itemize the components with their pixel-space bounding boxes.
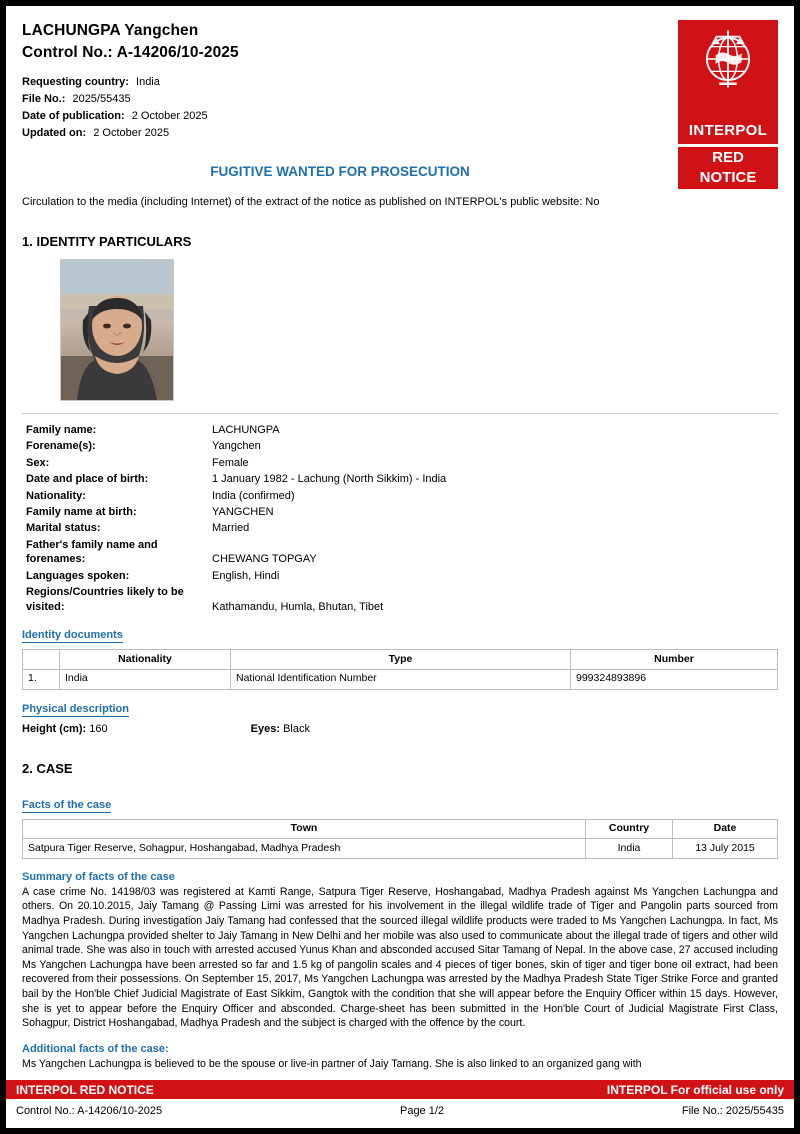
column-header-type: Type <box>231 650 571 670</box>
meta-value: 2 October 2025 <box>93 127 170 140</box>
portrait-photo-image <box>61 260 173 400</box>
red-notice-line-2: NOTICE <box>699 169 757 186</box>
globe-scales-icon <box>697 28 759 90</box>
facts-of-the-case-section <box>22 786 778 816</box>
red-notice-line-1: RED <box>712 148 744 166</box>
identity-documents-table <box>22 649 778 689</box>
page-footer <box>6 1080 794 1128</box>
identity-documents-heading: Identity documents <box>22 629 123 642</box>
field-label: Father's family name and forenames: <box>26 538 158 566</box>
cell-nationality: India <box>60 669 231 689</box>
column-header-town: Town <box>23 819 586 839</box>
field-label: Family name: <box>26 424 97 437</box>
table-row <box>22 489 778 505</box>
field-value: English, Hindi <box>212 569 280 582</box>
field-value: Kathamandu, Humla, Bhutan, Tibet <box>212 600 384 613</box>
identity-particulars-table <box>22 423 778 616</box>
field-value: Female <box>212 456 249 469</box>
meta-label: File No.: <box>22 92 66 105</box>
field-value: India (confirmed) <box>212 489 295 502</box>
headline-fugitive-wanted: FUGITIVE WANTED FOR PROSECUTION <box>210 164 470 180</box>
facts-table <box>22 819 778 859</box>
field-label: Marital status: <box>26 522 101 535</box>
interpol-logo-block <box>678 20 778 189</box>
table-row <box>22 521 778 537</box>
field-label: Family name at birth: <box>26 505 137 518</box>
interpol-logo <box>678 20 778 144</box>
control-number-value: A-14206/10-2025 <box>116 44 239 62</box>
facts-of-the-case-heading: Facts of the case <box>22 798 112 811</box>
section-2-title: 2. CASE <box>22 760 73 776</box>
column-header-date: Date <box>673 819 778 839</box>
notice-content <box>6 6 794 1072</box>
field-label: Sex: <box>26 456 50 469</box>
notice-page <box>6 6 794 1128</box>
divider <box>22 413 778 414</box>
field-label: Regions/Countries likely to be visited: <box>26 586 184 613</box>
physical-description-section <box>22 690 778 720</box>
column-header-country: Country <box>586 819 673 839</box>
table-header-row <box>23 650 778 670</box>
eyes-value: Black <box>283 722 310 735</box>
meta-row <box>22 125 778 142</box>
cell-country: India <box>586 839 673 859</box>
summary-text: A case crime No. 14198/03 was registered at Kamti Range, Satpura Tiger Reserve, Hoshangabad, Madhya Pradesh against Ms Yangchen Lachungpa and others. On 20.10.2015, Jaiy Tamang @ Passing Limi was arrested for his involvement in the illegal wildlife trade of Tiger and Pangolin parts sourced from Madhya Pradesh. During investigation Jaiy Tamang had confessed that the sourced illegal wildlife products were traded to Ms Yangchen Lachungpa. In fact, Ms Yangchen Lachungpa provided shelter to Jaiy Tamang in New Delhi and her mobile was also used to communicate about the illegal trade of tigers and other wild animal trade. She was also in touch with arrested accused Yunus Khan and absconded accused Sitar Tamang of Nepal. In the above case, 27 accused including Ms Yangchen Lachungpa have been arrested so far and 1.5 kg of pangolin scales and 4 pieces of tiger bones, skin of tiger and tiger bone oil extract, had been recovered from their possessions. On September 15, 2017, Ms Yangchen Lachungpa was arrested by the Madhya Pradesh State Tiger Strike Force and granted bail by the Hon'ble Chief Judicial Magistrate of East Sikkim, Gangtok with the condition that she will appear before the Enquiry Officer within 15 days. However, she is yet to appear before the Enquiry Officer and absconded. Charge-sheet has been submitted in the Hon'ble Court of Judicial Magistrate First Class, Sohagpur, District Hoshangabad, Madhya Pradesh and the subject is charged with the offence by the court. <box>22 885 778 1030</box>
cell-town: Satpura Tiger Reserve, Sohagpur, Hoshangabad, Madhya Pradesh <box>23 839 586 859</box>
footer-left-label: INTERPOL RED NOTICE <box>16 1082 154 1097</box>
field-value: Yangchen <box>212 440 261 453</box>
red-notice-badge <box>678 147 778 189</box>
eyes-label: Eyes: <box>250 722 281 735</box>
table-row <box>22 585 778 616</box>
field-value: YANGCHEN <box>212 505 274 518</box>
circulation-note: Circulation to the media (including Internet) of the extract of the notice as published on INTERPOL's public website: No <box>22 196 600 209</box>
table-row <box>22 569 778 585</box>
field-value: LACHUNGPA <box>212 424 280 437</box>
footer-control-number: Control No.: A-14206/10-2025 <box>16 1105 163 1117</box>
meta-value: 2025/55435 <box>72 92 131 105</box>
footer-file-number: File No.: 2025/55435 <box>681 1105 784 1117</box>
identity-documents-section <box>22 616 778 646</box>
field-label: Forename(s): <box>26 440 96 453</box>
meta-label: Date of publication: <box>22 110 125 123</box>
column-header-number: Number <box>571 650 778 670</box>
footer-info-row <box>6 1099 794 1117</box>
table-row <box>22 538 778 569</box>
notice-header <box>22 20 778 208</box>
summary-heading: Summary of facts of the case <box>22 870 175 883</box>
physical-description-heading: Physical description <box>22 702 129 715</box>
table-row <box>22 505 778 521</box>
subject-photo <box>60 259 174 401</box>
table-row <box>23 839 778 859</box>
interpol-wordmark: INTERPOL <box>688 122 768 139</box>
table-row <box>22 423 778 439</box>
cell-number: 999324893896 <box>571 669 778 689</box>
control-number-label: Control No.: <box>22 44 113 62</box>
field-value: CHEWANG TOPGAY <box>212 553 317 566</box>
section-1-title: 1. IDENTITY PARTICULARS <box>22 234 192 250</box>
meta-label: Updated on: <box>22 127 87 140</box>
table-header-row <box>23 819 778 839</box>
table-row <box>22 472 778 488</box>
field-label: Languages spoken: <box>26 569 130 582</box>
field-label: Date and place of birth: <box>26 473 149 486</box>
additional-facts-heading: Additional facts of the case: <box>22 1042 169 1055</box>
column-header-index <box>23 650 60 670</box>
additional-facts-text: Ms Yangchen Lachungpa is believed to be the spouse or live-in partner of Jaiy Tamang. She is also linked to an organized gang with <box>22 1057 642 1070</box>
field-value: 1 January 1982 - Lachung (North Sikkim) - India <box>212 473 447 486</box>
notice-meta <box>22 74 778 142</box>
field-value: Married <box>212 522 250 535</box>
height-value: 160 <box>89 722 108 735</box>
table-row <box>23 669 778 689</box>
column-header-nationality: Nationality <box>60 650 231 670</box>
table-row <box>22 439 778 455</box>
meta-row <box>22 74 778 91</box>
footer-right-label: INTERPOL For official use only <box>606 1082 784 1097</box>
field-label: Nationality: <box>26 489 86 502</box>
meta-row <box>22 108 778 125</box>
meta-label: Requesting country: <box>22 75 129 88</box>
cell-index: 1. <box>23 669 60 689</box>
physical-description-values <box>22 723 778 735</box>
meta-value: India <box>136 75 160 88</box>
meta-row <box>22 91 778 108</box>
page-title <box>22 20 778 65</box>
person-name: LACHUNGPA Yangchen <box>22 22 199 39</box>
height-label: Height (cm): <box>22 722 87 735</box>
meta-value: 2 October 2025 <box>131 110 208 123</box>
footer-page-number: Page 1/2 <box>399 1105 445 1117</box>
cell-date: 13 July 2015 <box>673 839 778 859</box>
cell-type: National Identification Number <box>231 669 571 689</box>
footer-red-bar <box>6 1080 794 1099</box>
table-row <box>22 456 778 472</box>
control-number-heading <box>22 42 778 64</box>
